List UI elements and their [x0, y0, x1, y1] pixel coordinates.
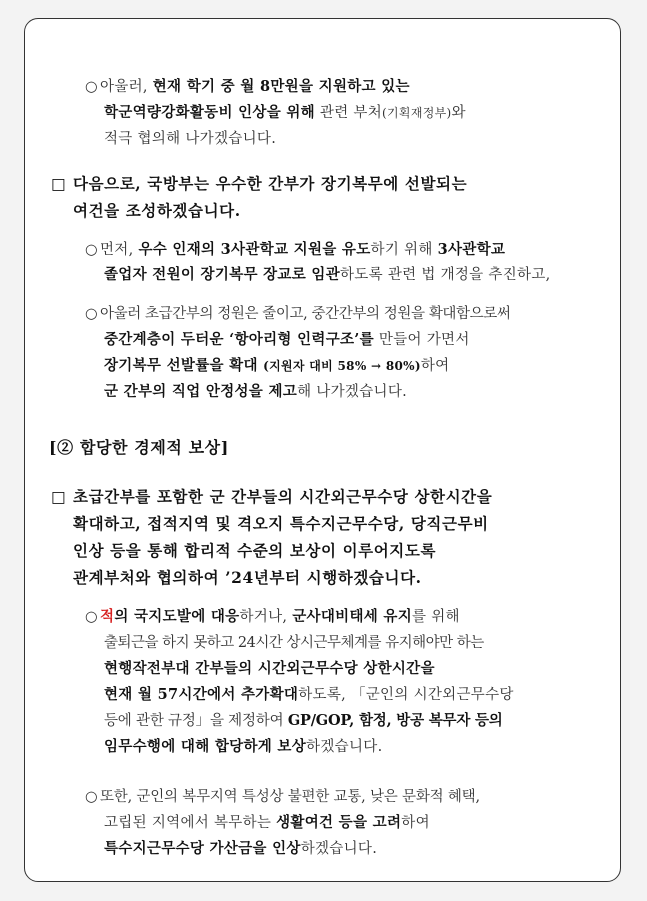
circle-bullet-icon: ○	[85, 79, 98, 95]
document-frame	[24, 18, 621, 882]
paragraph-line: 특수지근무수당 가산금을 인상하겠습니다.	[104, 840, 378, 857]
paragraph-line: ○ 먼저, 우수 인재의 3사관학교 지원을 유도하기 위해 3사관학교	[85, 239, 505, 261]
paragraph-line: 학군역량강화활동비 인상을 위해 관련 부처(기획재정부)와	[104, 104, 466, 121]
paragraph-line: 적극 협의해 나가겠습니다.	[104, 131, 277, 147]
heading-line: 인상 등을 통해 합리적 수준의 보상이 이루어지도록	[73, 541, 437, 560]
circle-bullet-icon: ○	[85, 306, 98, 322]
paragraph-line: 장기복무 선발률을 확대 (지원자 대비 58% → 80%)하여	[104, 357, 450, 374]
checkbox-bullet-icon: □	[51, 175, 67, 193]
paragraph-line: 현행작전부대 간부들의 시간외근무수당 상한시간을	[104, 660, 435, 677]
heading-line: 관계부처와 협의하여 ’24년부터 시행하겠습니다.	[73, 568, 422, 587]
heading-line: 여건을 조성하겠습니다.	[73, 201, 241, 220]
paragraph-line: 군 간부의 직업 안정성을 제고해 나가겠습니다.	[104, 383, 408, 400]
heading-line: □ 다음으로, 국방부는 우수한 간부가 장기복무에 선발되는	[51, 174, 468, 193]
circle-bullet-icon: ○	[85, 609, 98, 625]
paragraph-line: 임무수행에 대해 합당하게 보상하겠습니다.	[104, 738, 383, 755]
checkbox-bullet-icon: □	[51, 488, 67, 506]
circle-bullet-icon: ○	[85, 789, 98, 805]
paragraph-line: 현재 월 57시간에서 추가확대하도록, 「군인의 시간외근무수당	[104, 686, 514, 703]
paragraph-line: 고립된 지역에서 복무하는 생활여건 등을 고려하여	[104, 814, 430, 831]
paragraph-line: ○ 또한, 군인의 복무지역 특성상 불편한 교통, 낮은 문화적 혜택,	[85, 786, 480, 808]
paragraph-line: 출퇴근을 하지 못하고 24시간 상시근무체계를 유지해야만 하는	[104, 635, 484, 651]
heading-line: 확대하고, 접적지역 및 격오지 특수지근무수당, 당직근무비	[73, 514, 489, 533]
circle-bullet-icon: ○	[85, 242, 98, 258]
paragraph-line: ○ 적의 국지도발에 대응하거나, 군사대비태세 유지를 위해	[85, 606, 460, 628]
paragraph-line: 중간계층이 두터운 ‘항아리형 인력구조’를 만들어 가면서	[104, 331, 470, 348]
paragraph-line: ○ 아울러 초급간부의 정원은 줄이고, 중간간부의 정원을 확대함으로써	[85, 303, 510, 325]
section-title: [② 합당한 경제적 보상]	[49, 438, 229, 457]
heading-line: □ 초급간부를 포함한 군 간부들의 시간외근무수당 상한시간을	[51, 487, 493, 506]
paragraph-line: 졸업자 전원이 장기복무 장교로 임관하도록 관련 법 개정을 추진하고,	[104, 266, 551, 283]
paragraph-line: ○ 아울러, 현재 학기 중 월 8만원을 지원하고 있는	[85, 76, 410, 98]
paragraph-line: 등에 관한 규정」을 제정하여 GP/GOP, 함정, 방공 복무자 등의	[104, 712, 503, 729]
